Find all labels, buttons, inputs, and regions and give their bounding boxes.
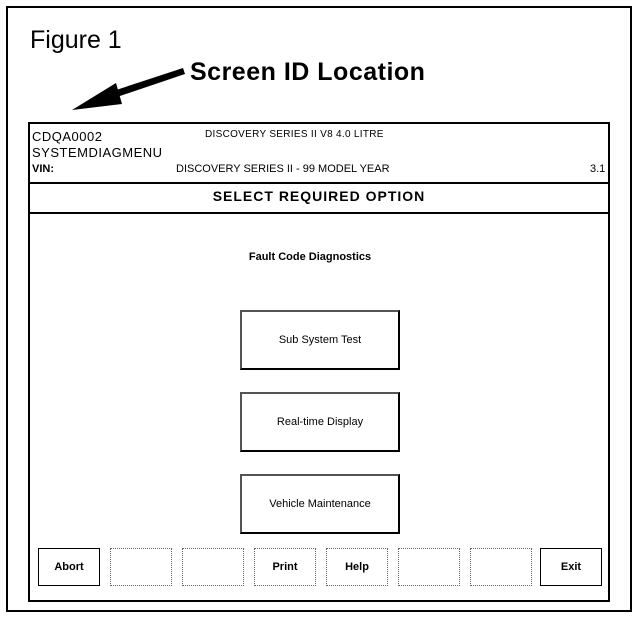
vehicle-maintenance-label: Vehicle Maintenance — [269, 498, 371, 510]
sub-system-test-button[interactable] — [240, 310, 400, 370]
abort-label: Abort — [54, 561, 84, 573]
abort-button[interactable] — [38, 548, 100, 586]
diagnostic-screen — [28, 122, 610, 602]
figure-label: Figure 1 — [30, 26, 122, 54]
product-line: DISCOVERY SERIES II V8 4.0 LITRE — [205, 129, 384, 140]
print-button[interactable] — [254, 548, 316, 586]
real-time-display-button[interactable] — [240, 392, 400, 452]
fault-code-diagnostics-label: Fault Code Diagnostics — [248, 251, 372, 263]
function-key-3[interactable] — [182, 548, 244, 586]
sub-system-test-label: Sub System Test — [278, 334, 362, 346]
menu-name: SYSTEMDIAGMENU — [32, 145, 163, 160]
function-key-7[interactable] — [470, 548, 532, 586]
print-label: Print — [272, 561, 298, 573]
screen-id: CDQA0002 — [32, 129, 103, 144]
model-info: DISCOVERY SERIES II - 99 MODEL YEAR — [176, 163, 390, 175]
header-divider — [30, 182, 608, 184]
screen-title: SELECT REQUIRED OPTION — [212, 188, 426, 204]
callout-arrow-icon — [0, 0, 640, 130]
help-button[interactable] — [326, 548, 388, 586]
function-key-2[interactable] — [110, 548, 172, 586]
function-key-6[interactable] — [398, 548, 460, 586]
real-time-display-label: Real-time Display — [276, 416, 364, 428]
screen-id-callout: Screen ID Location — [190, 58, 426, 86]
exit-button[interactable] — [540, 548, 602, 586]
vehicle-maintenance-button[interactable] — [240, 474, 400, 534]
title-divider — [30, 212, 608, 214]
vin-label: VIN: — [32, 163, 54, 175]
help-label: Help — [345, 561, 369, 573]
function-key-bar — [30, 538, 608, 598]
exit-label: Exit — [560, 561, 582, 573]
software-version: 3.1 — [590, 163, 606, 175]
